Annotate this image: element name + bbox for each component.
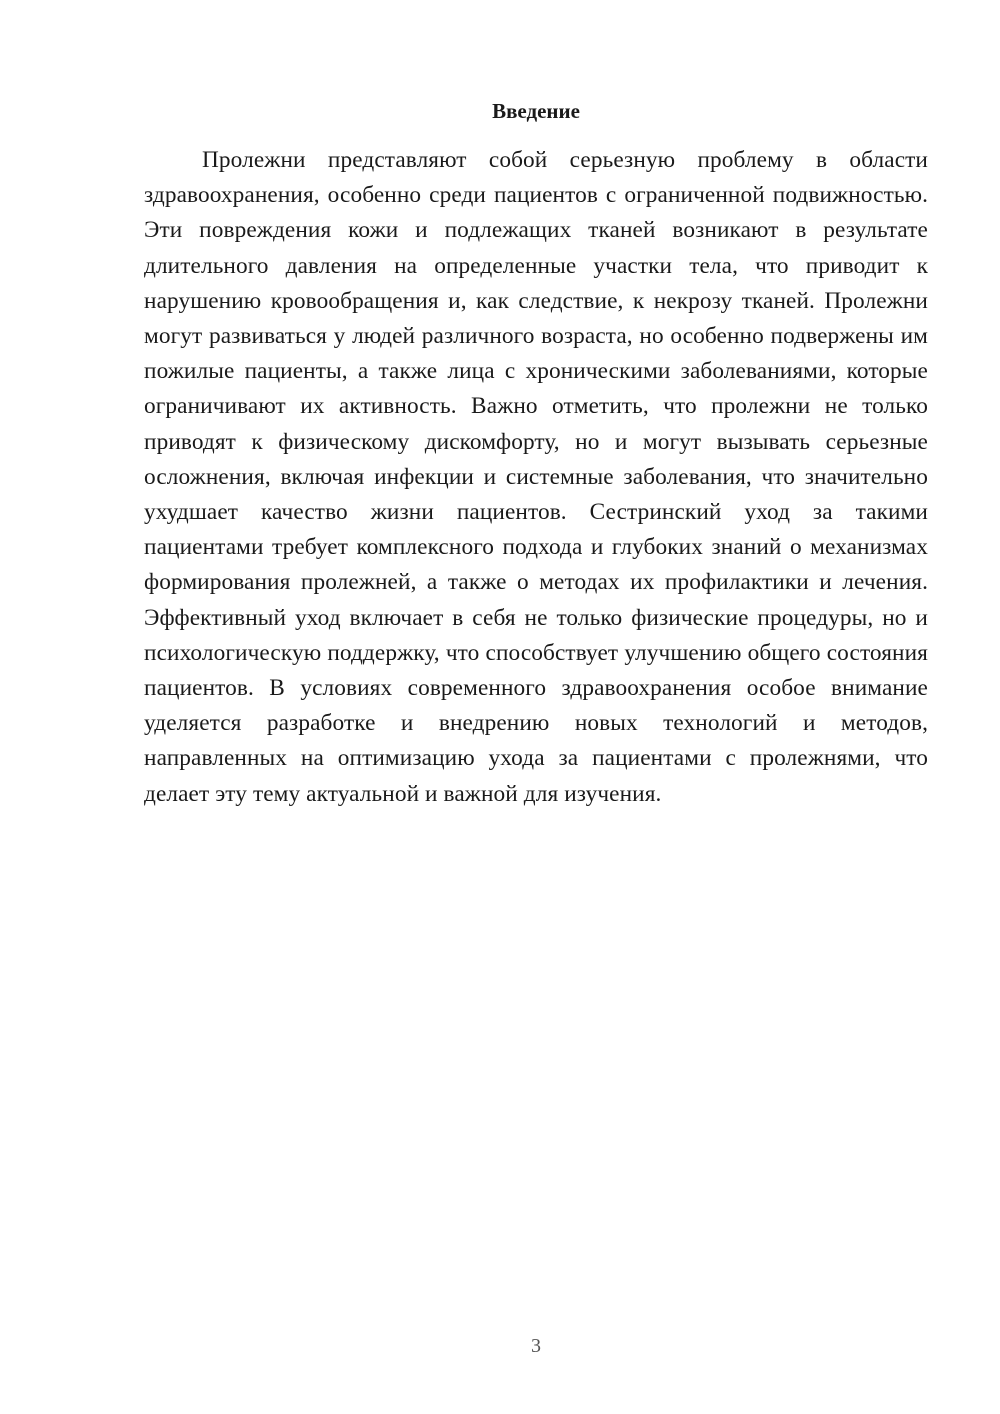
- section-title: Введение: [492, 99, 580, 123]
- body-paragraph: Пролежни представляют собой серьезную проблему в области здравоохранения, особенно среди пациентов с ограниченной подвижностью. Эти повреждения кожи и подлежащих тканей возникают в результате длительного давления на определенные участки тела, что приводит к нарушению кровообращения и, как следствие, к некрозу тканей. Пролежни могут развиваться у людей различного возраста, но особенно подвержены им пожилые пациенты, а также лица с хроническими заболеваниями, которые ограничивают их активность. Важно отметить, что пролежни не только приводят к физическому дискомфорту, но и могут вызывать серьезные осложнения, включая инфекции и системные заболевания, что значительно ухудшает качество жизни пациентов. Сестринский уход за такими пациентами требует комплексного подхода и глубоких знаний о механизмах формирования пролежней, а также о методах их профилактики и лечения. Эффективный уход включает в себя не только физические процедуры, но и психологическую поддержку, что способствует улучшению общего состояния пациентов. В условиях современного здравоохранения особое внимание уделяется разработке и внедрению новых технологий и методов, направленных на оптимизацию ухода за пациентами с пролежнями, что делает эту тему актуальной и важной для изучения.: [144, 147, 928, 807]
- page-number: 3: [531, 1335, 541, 1357]
